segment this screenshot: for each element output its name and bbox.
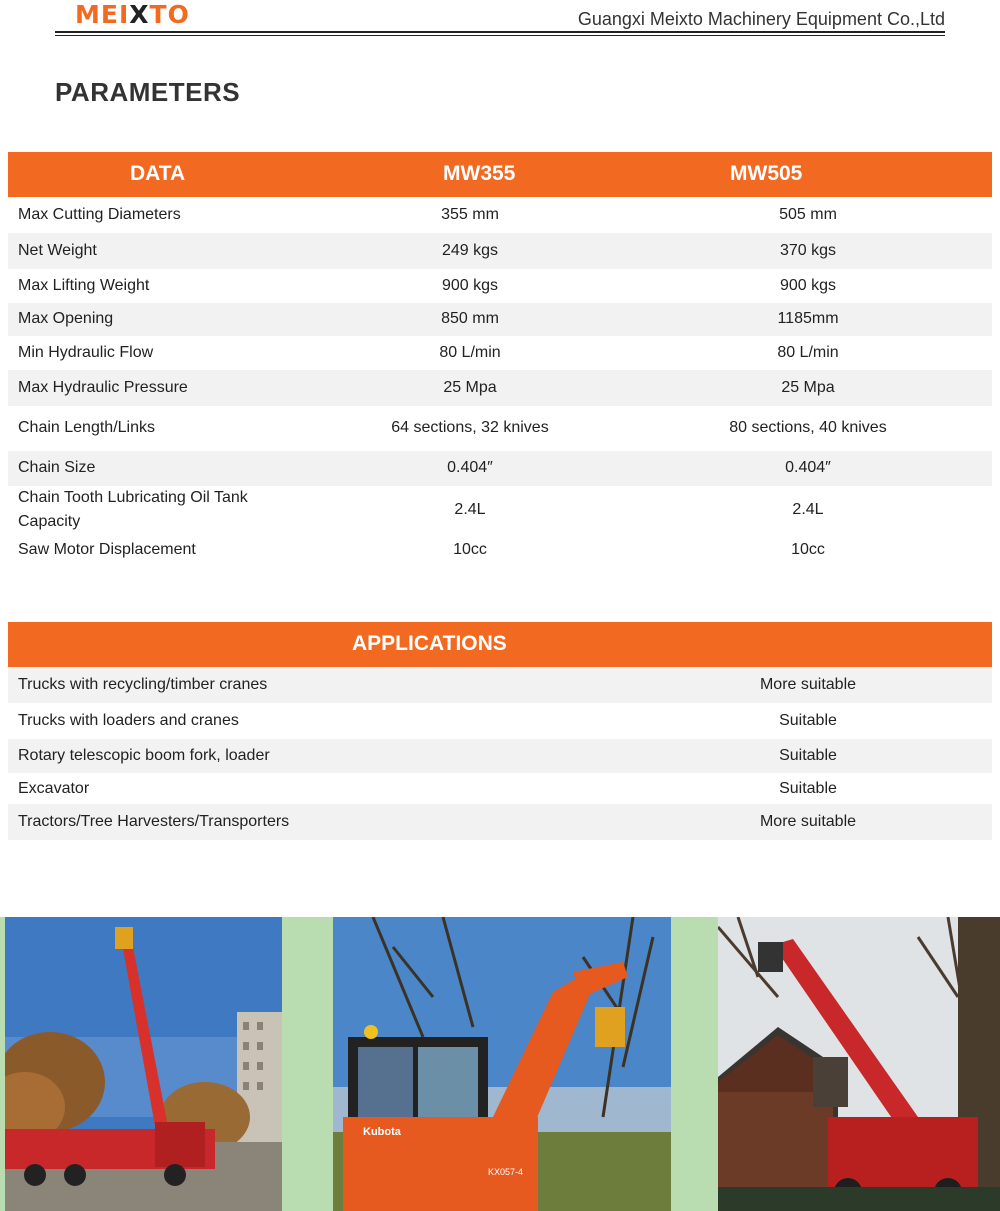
application-suitability: Suitable: [779, 747, 837, 764]
application-row: [8, 739, 992, 773]
row-label: Saw Motor Displacement: [18, 541, 196, 558]
row-label: Min Hydraulic Flow: [18, 344, 154, 361]
excavator-brand-label: Kubota: [363, 1126, 401, 1138]
table-row: [8, 486, 992, 534]
value-mw505: 505 mm: [779, 206, 837, 223]
application-label: Trucks with recycling/timber cranes: [18, 676, 268, 693]
page-title: PARAMETERS: [55, 77, 241, 107]
value-mw505: 900 kgs: [779, 277, 837, 294]
application-row: [8, 703, 992, 739]
row-label: Max Lifting Weight: [18, 277, 150, 294]
telescopic-handler-photo: [718, 917, 1000, 1211]
value-mw505: 80 L/min: [777, 344, 839, 361]
application-suitability: Suitable: [779, 780, 837, 797]
header-mw355: MW355: [443, 162, 516, 185]
application-label: Tractors/Tree Harvesters/Transporters: [18, 813, 290, 830]
company-name: Guangxi Meixto Machinery Equipment Co.,Ltd: [577, 9, 945, 29]
table-row: [8, 406, 992, 451]
row-label: Max Hydraulic Pressure: [18, 379, 188, 396]
value-mw505: 25 Mpa: [781, 379, 835, 396]
table-row: [8, 197, 992, 233]
application-suitability: More suitable: [759, 813, 857, 830]
header-divider: [55, 31, 945, 33]
value-mw355: 0.404″: [447, 459, 493, 476]
table-row: [8, 534, 992, 568]
value-mw355: 900 kgs: [441, 277, 499, 294]
row-label: Chain Tooth Lubricating Oil Tank Capacity: [18, 489, 248, 530]
company-logo: MEIXTO: [75, 0, 190, 29]
value-mw355: 355 mm: [441, 206, 499, 223]
application-label: Trucks with loaders and cranes: [18, 712, 239, 729]
table-row: [8, 269, 992, 303]
application-photos: [0, 917, 1000, 1211]
application-row: [8, 667, 992, 703]
value-mw355: 80 L/min: [439, 344, 501, 361]
value-mw355: 850 mm: [441, 310, 499, 327]
value-mw505: 370 kgs: [779, 242, 837, 259]
value-mw355: 2.4L: [454, 501, 486, 518]
table-row: [8, 336, 992, 370]
table-row: [8, 451, 992, 486]
application-label: Rotary telescopic boom fork, loader: [18, 747, 270, 764]
data-table-header: [8, 152, 992, 197]
value-mw355: 249 kgs: [441, 242, 499, 259]
table-row: [8, 370, 992, 406]
value-mw505: 2.4L: [792, 501, 824, 518]
application-row: [8, 773, 992, 804]
value-mw355: 25 Mpa: [443, 379, 497, 396]
applications-title: APPLICATIONS: [352, 632, 507, 655]
application-row: [8, 804, 992, 840]
value-mw505: 0.404″: [785, 459, 831, 476]
table-row: [8, 233, 992, 269]
excavator-model-label: KX057-4: [488, 1167, 524, 1177]
value-mw355: 64 sections, 32 knives: [391, 419, 549, 436]
row-label: Max Opening: [18, 310, 114, 327]
header-divider-thin: [55, 35, 945, 36]
header-data: DATA: [130, 162, 186, 185]
application-suitability: More suitable: [759, 676, 857, 693]
row-label: Net Weight: [18, 242, 97, 259]
row-label: Max Cutting Diameters: [18, 206, 181, 223]
applications-header: [8, 622, 992, 667]
row-label: Chain Size: [18, 459, 96, 476]
value-mw505: 80 sections, 40 knives: [729, 419, 887, 436]
table-row: [8, 303, 992, 336]
truck-crane-photo: [5, 917, 282, 1211]
header-mw505: MW505: [730, 162, 803, 185]
row-label: Chain Length/Links: [18, 419, 155, 436]
value-mw505: 1185mm: [777, 310, 839, 327]
application-label: Excavator: [18, 780, 90, 797]
application-suitability: Suitable: [779, 712, 837, 729]
value-mw505: 10cc: [791, 541, 825, 558]
excavator-photo: [333, 917, 671, 1211]
value-mw355: 10cc: [453, 541, 487, 558]
